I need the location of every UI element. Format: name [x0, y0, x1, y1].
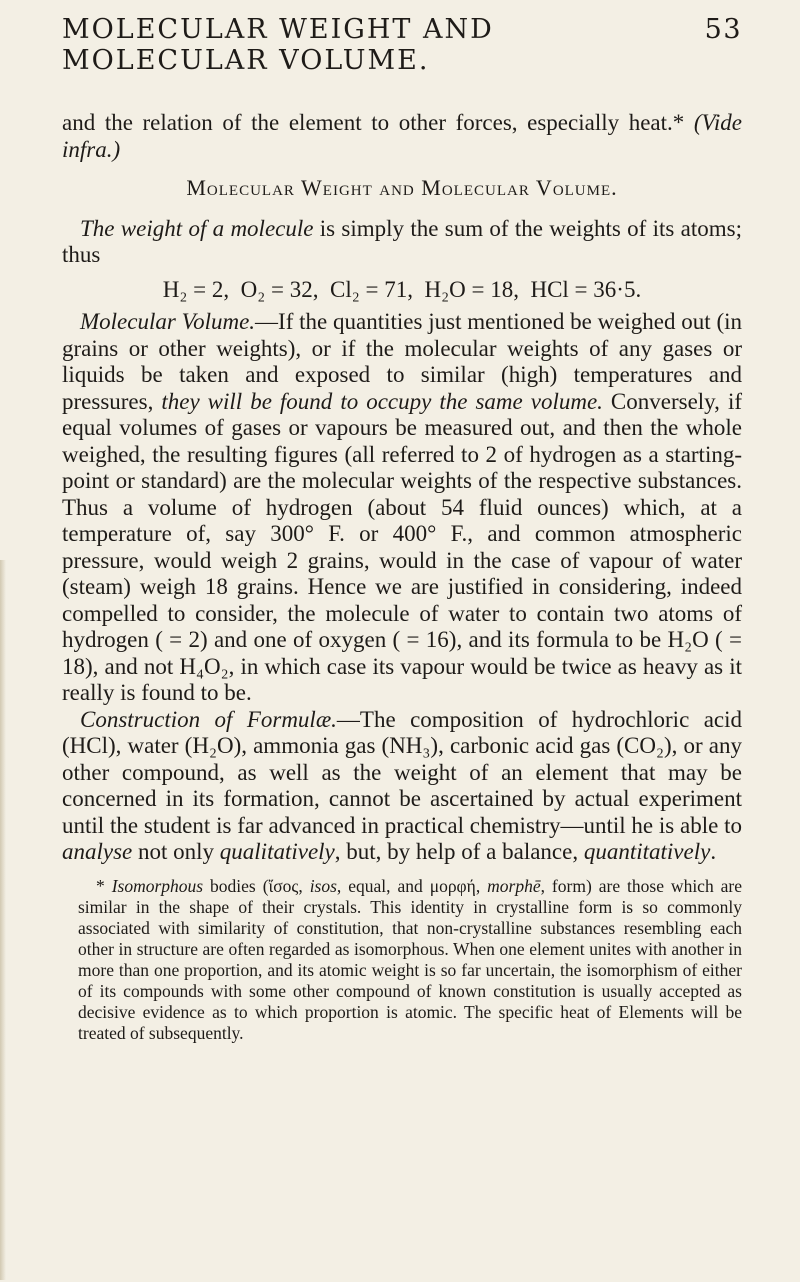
formula-h2o: H₂O = 18, — [424, 276, 519, 302]
running-header — [62, 14, 742, 76]
paragraph-1: and the relation of the element to other forces, especially heat.* (Vide infra.) — [62, 110, 742, 162]
paragraph-construction-of-formulae: Construction of Formulæ.—The composition of hydrochloric acid (HCl), water (H₂O), ammonia gas (NH₃), carbonic acid gas (CO₂), or any other compound, as well as the weight of an element that may be concerned in its formation, cannot be ascertained by actual experiment until the student is far advanced in practical chemistry—until he is able to analyse not only qualitatively, but, by help of a balance, quantitatively. — [62, 706, 742, 864]
paragraph-molecular-volume: Molecular Volume.—If the quantities just mentioned be weighed out (in grains or other weights), or if the molecular weights of any gases or liquids be taken and exposed to similar (high) temperatures and pressures, they will be found to occupy the same volume. Conversely, if equal volumes of gases or vapours be measured out, and then the whole weighed, the resulting figures (all referred to 2 of hydrogen as a starting-point or standard) are the molecular weights of the respective substances. Thus a volume of hydrogen (about 54 fluid ounces) which, at a temperature of, say 300° F. or 400° F., and common atmospheric pressure, would weigh 2 grains, would in the case of vapour of water (steam) weigh 18 grains. Hence we are justified in considering, indeed compelled to consider, the molecule of water to contain two atoms of hydrogen ( = 2) and one of oxygen ( = 16), and its formula to be H₂O ( = 18), and not H₄O₂, in which case its vapour would be twice as heavy as it really is found to be. — [62, 309, 742, 705]
formula-cl2: Cl₂ = 71, — [330, 276, 413, 302]
formula-hcl: HCl = 36·5. — [530, 276, 642, 302]
vide-infra: (Vide infra.) — [62, 110, 742, 162]
page-number: 53 — [704, 14, 742, 45]
formula-h2: H₂ = 2, — [162, 276, 230, 302]
molecular-volume-lead: Molecular Volume. — [80, 309, 256, 334]
formula-o2: O₂ = 32, — [240, 276, 319, 302]
page-edge-shadow — [0, 560, 6, 1280]
section-heading: Molecular Weight and Molecular Volume. — [186, 175, 618, 200]
running-title: MOLECULAR WEIGHT AND MOLECULAR VOLUME. — [62, 14, 494, 76]
formula-line — [62, 277, 742, 304]
greek-morphe: μορφή — [429, 875, 476, 896]
footnote-text: * Isomorphous bodies (ἴσος, isos, equal, and μορφή, morphē, form) are those which are similar in the shape of their crystals. This identity in crystalline form is so commonly associated with similarity of constitution, that non-crystalline substances resembling each other in structure are often regarded as isomorphous. When one element unites with another in more than one proportion, and its atomic weight is so far uncertain, the isomorphism of either of its compounds with some other compound of known constitution is usually accepted as decisive evidence as to which proportion is atomic. The specific heat of Elements will be treated of subsequently. — [78, 875, 743, 1043]
main-text — [62, 110, 742, 866]
book-page — [62, 14, 742, 1044]
footnote — [62, 876, 742, 1044]
paragraph-2: The weight of a molecule is simply the sum of the weights of its atoms; thus — [62, 215, 742, 267]
greek-isos: ἴσος — [268, 875, 299, 896]
construction-lead: Construction of Formulæ. — [80, 706, 337, 732]
